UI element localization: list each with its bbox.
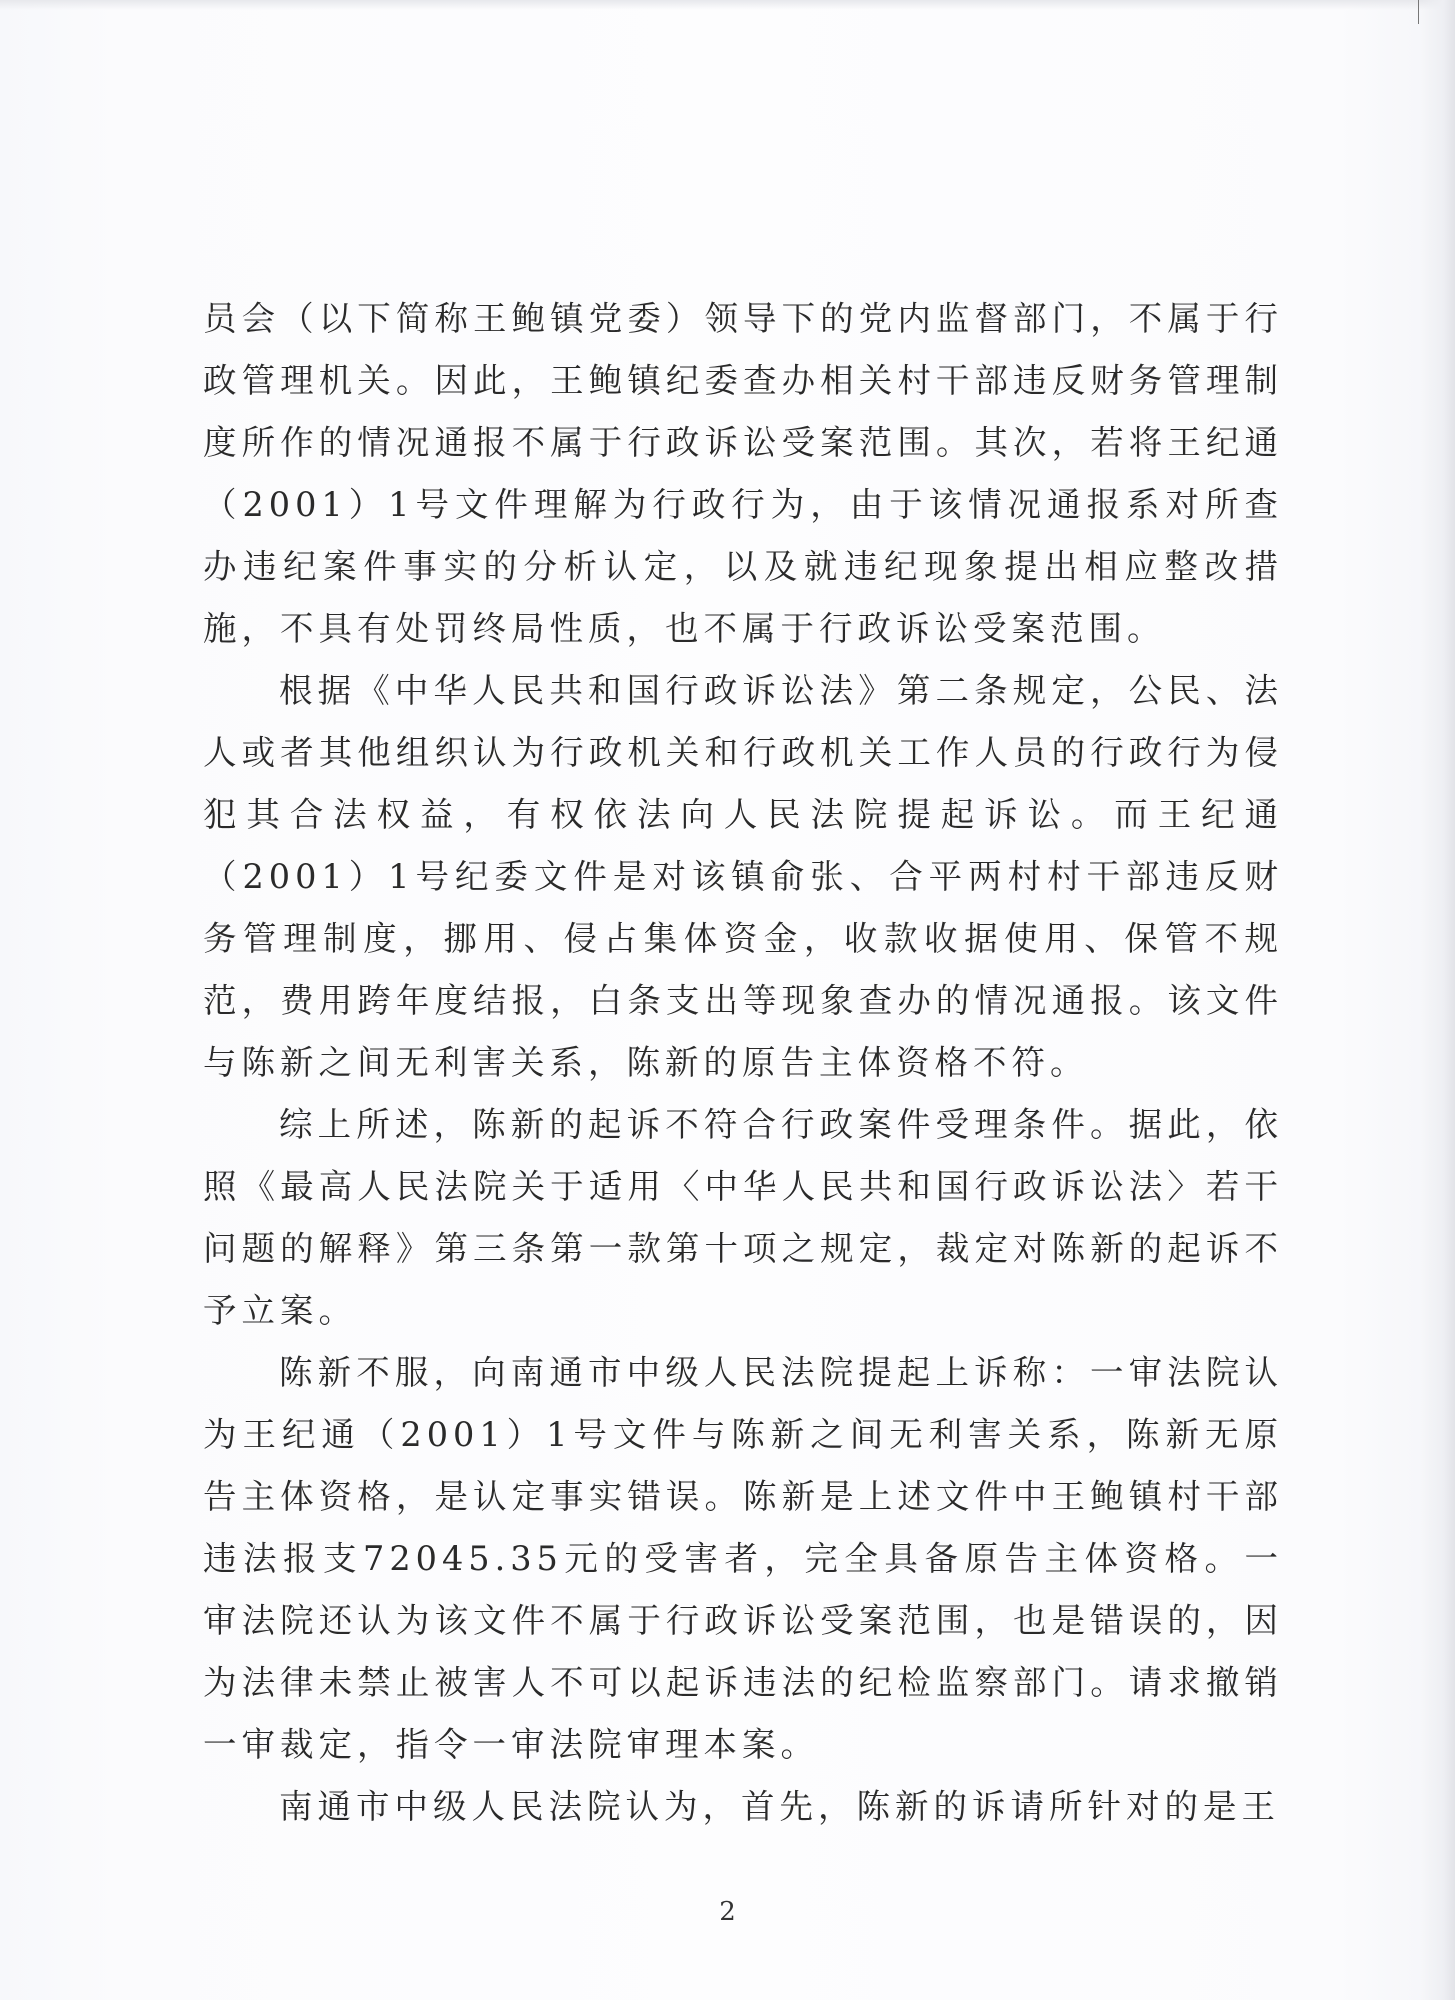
document-body	[203, 288, 1283, 1838]
paragraph-ruling: 综上所述，陈新的起诉不符合行政案件受理条件。据此，依照《最高人民法院关于适用〈中华人民共和国行政诉讼法〉若干问题的解释》第三条第一款第十项之规定，裁定对陈新的起诉不予立案。	[203, 1105, 1283, 1330]
scan-edge-right	[1421, 0, 1455, 2000]
paragraph-court-opinion: 南通市中级人民法院认为，首先，陈新的诉请所针对的是王	[279, 1787, 1280, 1826]
paragraph-law-basis: 根据《中华人民共和国行政诉讼法》第二条规定，公民、法人或者其他组织认为行政机关和行政机关工作人员的行政行为侵犯其合法权益，有权依法向人民法院提起诉讼。而王纪通（2001）1号纪委文件是对该镇俞张、合平两村村干部违反财务管理制度，挪用、侵占集体资金，收款收据使用、保管不规范，费用跨年度结报，白条支出等现象查办的情况通报。该文件与陈新之间无利害关系，陈新的原告主体资格不符。	[203, 671, 1283, 1082]
scan-edge-top	[0, 0, 1455, 10]
page-number: 2	[719, 1897, 736, 1927]
paragraph-continued: 员会（以下简称王鲍镇党委）领导下的党内监督部门，不属于行政管理机关。因此，王鲍镇纪委查办相关村干部违反财务管理制度所作的情况通报不属于行政诉讼受案范围。其次，若将王纪通（2001）1号文件理解为行政行为，由于该情况通报系对所查办违纪案件事实的分析认定，以及就违纪现象提出相应整改措施，不具有处罚终局性质，也不属于行政诉讼受案范围。	[203, 299, 1283, 648]
scan-edge-mark	[1418, 0, 1419, 24]
paragraph-appeal: 陈新不服，向南通市中级人民法院提起上诉称：一审法院认为王纪通（2001）1号文件与陈新之间无利害关系，陈新无原告主体资格，是认定事实错误。陈新是上述文件中王鲍镇村干部违法报支72045.35元的受害者，完全具备原告主体资格。一审法院还认为该文件不属于行政诉讼受案范围，也是错误的，因为法律未禁止被害人不可以起诉违法的纪检监察部门。请求撤销一审裁定，指令一审法院审理本案。	[203, 1353, 1283, 1764]
